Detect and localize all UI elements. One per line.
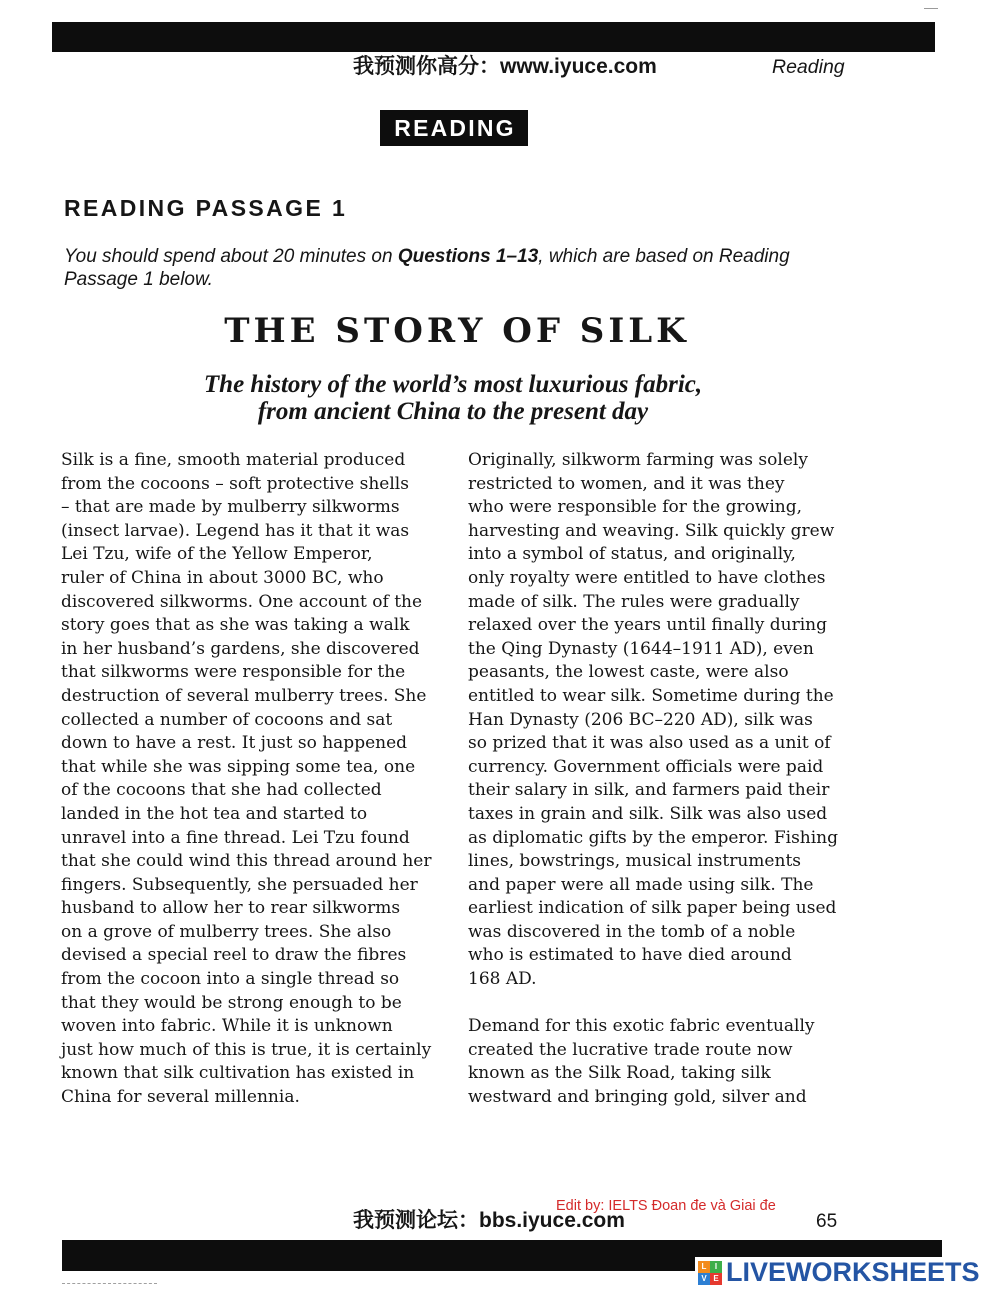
text-line: their salary in silk, and farmers paid their: [468, 780, 830, 801]
text-line: restricted to women, and it was they: [468, 473, 785, 494]
text-line: lines, bowstrings, musical instruments: [468, 851, 801, 872]
footer-forum-text: 我预测论坛：bbs.iyuce.com: [353, 1209, 625, 1232]
paragraph: [61, 449, 432, 1110]
subtitle-line: from ancient China to the present day: [257, 398, 649, 425]
right-column: [468, 449, 838, 1110]
text-line: made of silk. The rules were gradually: [468, 591, 800, 612]
logo-tile: V: [698, 1273, 710, 1285]
text-line: husband to allow her to rear silkworms: [61, 898, 401, 919]
page-number: 65: [816, 1211, 838, 1232]
instructions: [64, 245, 790, 291]
logo-tile: I: [710, 1261, 722, 1273]
article-subtitle: [100, 371, 806, 425]
text-line: peasants, the lowest caste, were also: [468, 662, 789, 683]
paragraph: [468, 449, 838, 992]
text-line: that she could wind this thread around her: [61, 851, 432, 872]
instructions-questions-range: Questions 1–13: [397, 246, 539, 267]
text-line: the Qing Dynasty (1644–1911 AD), even: [468, 638, 814, 659]
scan-edge-line: [62, 1283, 157, 1284]
text-line: China for several millennia.: [61, 1087, 300, 1108]
liveworksheets-wordmark: LIVEWORKSHEETS: [726, 1257, 980, 1287]
article-title: THE STORY OF SILK: [224, 311, 690, 351]
logo-tile: E: [710, 1273, 722, 1285]
top-black-bar: [52, 22, 935, 52]
text-line: entitled to wear silk. Sometime during the: [468, 685, 834, 706]
text-line: known as the Silk Road, taking silk: [468, 1063, 771, 1084]
section-badge: [380, 110, 528, 146]
instructions-line-2: Passage 1 below.: [64, 269, 213, 290]
text-line: that silkworms were responsible for the: [61, 662, 406, 683]
liveworksheets-logo: [695, 1257, 997, 1288]
text-line: on a grove of mulberry trees. She also: [61, 921, 392, 942]
text-line: earliest indication of silk paper being used: [468, 898, 837, 919]
instructions-line-1: [64, 245, 790, 268]
text-line: of the cocoons that she had collected: [61, 780, 382, 801]
text-line: from the cocoons – soft protective shells: [61, 473, 409, 494]
text-line: was discovered in the tomb of a noble: [468, 921, 796, 942]
text-line: just how much of this is true, it is certainly: [61, 1039, 432, 1060]
text-line: created the lucrative trade route now: [468, 1039, 793, 1060]
text-line: fingers. Subsequently, she persuaded her: [61, 874, 418, 895]
passage-heading: READING PASSAGE 1: [64, 195, 348, 221]
text-line: that while she was sipping some tea, one: [61, 756, 416, 777]
text-line: devised a special reel to draw the fibres: [61, 945, 407, 966]
text-line: ruler of China in about 3000 BC, who: [61, 567, 384, 588]
text-line: down to have a rest. It just so happened: [61, 733, 408, 754]
instructions-text: You should spend about 20 minutes on: [64, 246, 398, 267]
text-line: 168 AD.: [468, 969, 537, 990]
text-line: only royalty were entitled to have clothes: [468, 567, 826, 588]
text-line: collected a number of cocoons and sat: [61, 709, 393, 730]
text-line: westward and bringing gold, silver and: [468, 1087, 807, 1108]
text-line: story goes that as she was taking a walk: [61, 615, 410, 636]
text-line: who is estimated to have died around: [468, 945, 792, 966]
editor-note: Edit by: IELTS Đoan đe và Giai đe: [556, 1198, 776, 1214]
instructions-text: , which are based on Reading: [538, 246, 790, 267]
scan-mark: [924, 8, 938, 9]
text-line: – that are made by mulberry silkworms: [61, 497, 400, 518]
text-line: harvesting and weaving. Silk quickly grew: [468, 520, 835, 541]
text-line: (insect larvae). Legend has it that it was: [61, 520, 410, 541]
paragraph: [468, 1015, 838, 1109]
text-line: in her husband’s gardens, she discovered: [61, 638, 420, 659]
text-line: discovered silkworms. One account of the: [61, 591, 423, 612]
text-line: Silk is a fine, smooth material produced: [61, 450, 406, 470]
section-badge-label: READING: [394, 114, 516, 141]
text-line: woven into fabric. While it is unknown: [61, 1016, 393, 1037]
text-line: Originally, silkworm farming was solely: [468, 450, 808, 470]
text-line: known that silk cultivation has existed in: [61, 1063, 415, 1084]
liveworksheets-icon: [698, 1261, 722, 1285]
text-line: so prized that it was also used as a unit of: [468, 733, 831, 754]
text-line: who were responsible for the growing,: [468, 497, 803, 518]
text-line: landed in the hot tea and started to: [61, 803, 368, 824]
header-site-text: 我预测你高分：www.iyuce.com: [353, 55, 657, 78]
text-line: Demand for this exotic fabric eventually: [468, 1016, 815, 1037]
left-column: [61, 449, 432, 1110]
text-line: from the cocoon into a single thread so: [61, 969, 400, 990]
header-section-label: Reading: [772, 56, 845, 78]
subtitle-line: The history of the world’s most luxurious fabric,: [203, 371, 703, 398]
text-line: and paper were all made using silk. The: [468, 874, 814, 895]
text-line: unravel into a fine thread. Lei Tzu found: [61, 827, 410, 848]
text-line: taxes in grain and silk. Silk was also used: [468, 803, 828, 824]
text-line: into a symbol of status, and originally,: [468, 544, 796, 565]
text-line: Lei Tzu, wife of the Yellow Emperor,: [61, 544, 373, 565]
text-line: as diplomatic gifts by the emperor. Fishing: [468, 827, 839, 848]
text-line: destruction of several mulberry trees. She: [61, 685, 427, 706]
text-line: relaxed over the years until finally during: [468, 615, 827, 636]
text-line: currency. Government officials were paid: [468, 756, 824, 777]
logo-tile: L: [698, 1261, 710, 1273]
text-line: that they would be strong enough to be: [61, 992, 402, 1013]
text-line: Han Dynasty (206 BC–220 AD), silk was: [468, 709, 813, 730]
